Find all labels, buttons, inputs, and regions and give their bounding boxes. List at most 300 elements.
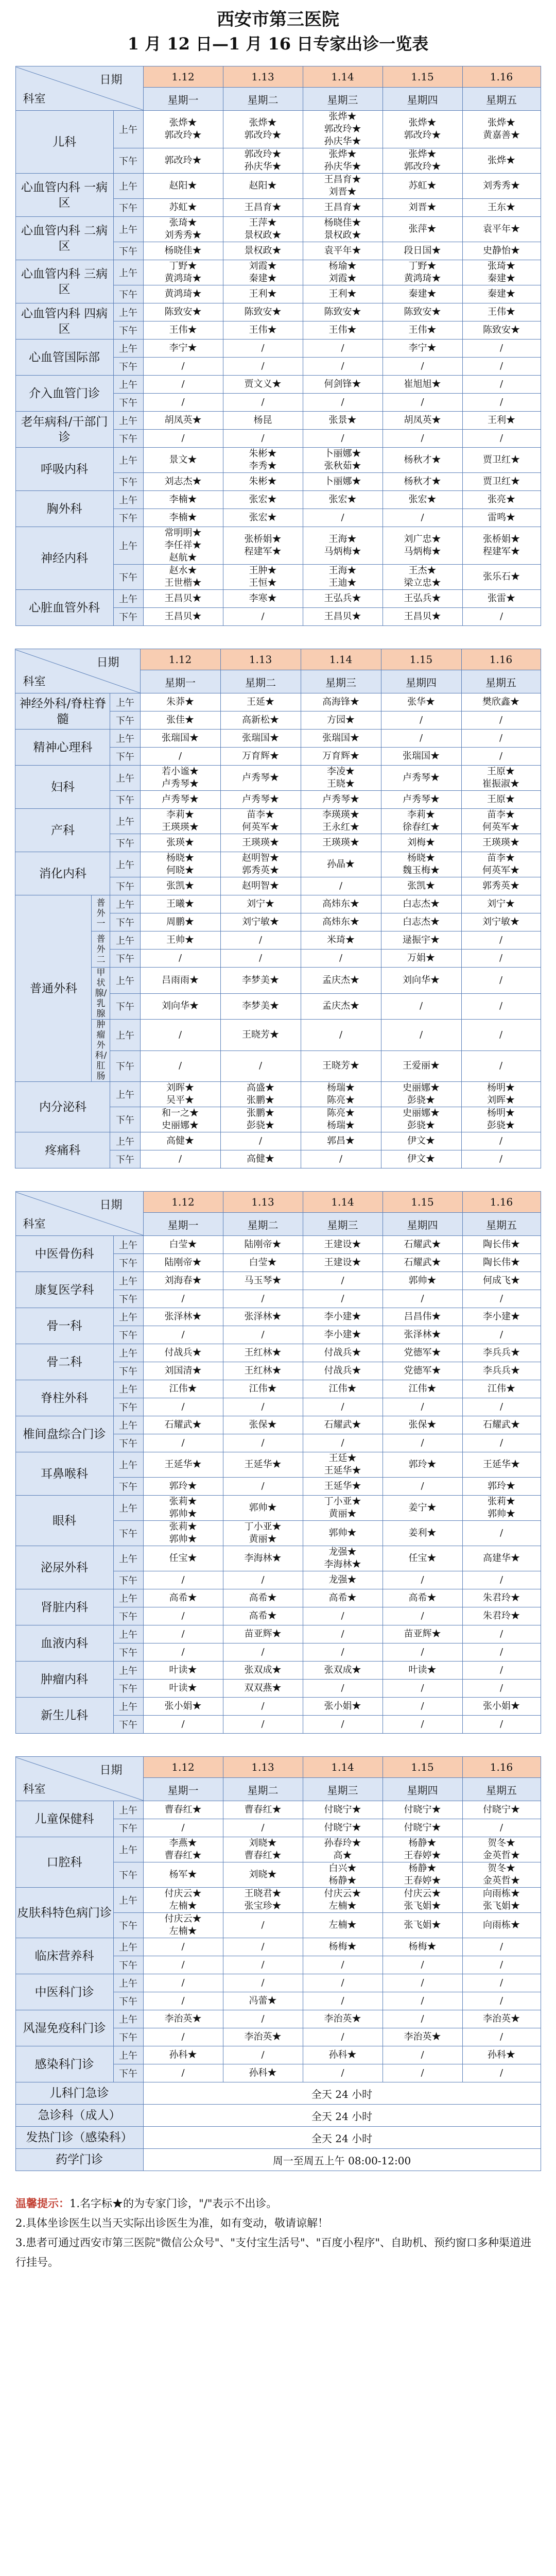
doctor-cell: 刘霞★ 秦建★ [223, 260, 303, 285]
session-label: 上午 [113, 340, 143, 358]
session-label: 下午 [110, 950, 140, 968]
session-label: 下午 [113, 2064, 143, 2082]
doctor-cell: 叶读★ [383, 1662, 462, 1680]
session-label: 上午 [110, 1082, 140, 1107]
doctor-cell: 陶长伟★ [462, 1254, 541, 1272]
dept-name: 口腔科 [15, 1837, 113, 1888]
session-label: 上午 [110, 693, 140, 711]
doctor-cell: 杨明★ 刘晖★ [461, 1082, 541, 1107]
doctor-cell: / [381, 1020, 461, 1051]
date-header: 1.13 [223, 66, 303, 88]
doctor-cell: 郭帅★ [383, 1272, 462, 1290]
date-header: 1.13 [223, 1192, 303, 1213]
doctor-cell: 付晓宁★ [383, 1819, 462, 1837]
doctor-cell: / [223, 2010, 303, 2028]
session-label: 上午 [110, 730, 140, 748]
session-label: 上午 [113, 1938, 143, 1956]
doctor-cell: 李梦美★ [220, 968, 301, 994]
doctor-cell: / [383, 1478, 462, 1496]
doctor-cell: / [143, 1716, 223, 1734]
table-row [15, 2082, 541, 2105]
doctor-cell: 张琦★ 刘秀秀★ [143, 217, 223, 242]
doctor-cell: 卢秀琴★ [301, 791, 381, 809]
date-header: 1.13 [220, 649, 301, 670]
doctor-cell: / [383, 1434, 462, 1452]
doctor-cell: 王延★ [220, 693, 301, 711]
doctor-cell: / [303, 1434, 383, 1452]
dept-name: 神经外科/脊柱脊髓 [15, 693, 110, 730]
session-label: 下午 [113, 1254, 143, 1272]
doctor-cell: 龙强★ 李海林★ [303, 1546, 383, 1571]
dept-name: 药学门诊 [15, 2149, 143, 2171]
session-label: 下午 [113, 1326, 143, 1344]
doctor-cell: / [223, 1938, 303, 1956]
doctor-cell: 胡凤英★ [383, 412, 462, 430]
doctor-cell: / [303, 1643, 383, 1662]
session-label: 上午 [113, 1236, 143, 1254]
dept-name: 消化内科 [15, 852, 110, 895]
header-corner [15, 66, 143, 111]
doctor-cell: / [143, 1434, 223, 1452]
doctor-cell: 张瑞国★ [140, 730, 220, 748]
date-axis-label: 日期 [99, 1764, 123, 1777]
table-row [15, 730, 541, 748]
doctor-cell: 王晓芳★ [301, 1050, 381, 1082]
weekday-header: 星期二 [223, 1778, 303, 1801]
session-label: 上午 [113, 1308, 143, 1326]
doctor-cell: 张烨★ 郭改玲★ 孙庆华★ [303, 111, 383, 148]
dept-name: 心血管内科 三病区 [15, 260, 113, 303]
schedule-table [15, 649, 541, 1168]
doctor-cell: 卜丽娜★ [303, 473, 383, 491]
session-label: 下午 [113, 608, 143, 626]
doctor-cell: 孙春玲★ 高★ [303, 1837, 383, 1862]
doctor-cell: 冯蕾★ [223, 1992, 303, 2010]
dept-axis-label: 科室 [23, 675, 46, 688]
doctor-cell: 高盛★ 张鹏★ [220, 1082, 301, 1107]
weekday-header: 星期一 [143, 1213, 223, 1236]
date-axis-label: 日期 [96, 656, 119, 669]
doctor-cell: 景权政★ [223, 242, 303, 260]
doctor-cell: 王海★ 马炳梅★ [303, 527, 383, 565]
doctor-cell: / [462, 1625, 541, 1643]
header-corner [15, 1192, 143, 1236]
doctor-cell: / [143, 1290, 223, 1308]
session-label: 下午 [113, 1362, 143, 1380]
doctor-cell: / [220, 1050, 301, 1082]
table-row [15, 1698, 541, 1716]
doctor-cell: / [143, 1992, 223, 2010]
dept-name: 椎间盘综合门诊 [15, 1416, 113, 1452]
doctor-cell: 王伟★ [143, 321, 223, 340]
doctor-cell: 丁小亚★ 黄丽★ [303, 1496, 383, 1521]
doctor-cell: 李燕★ 曹春红★ [143, 1837, 223, 1862]
doctor-cell: 王肿★ 王恒★ [223, 565, 303, 590]
hours-cell: 全天 24 小时 [143, 2082, 541, 2105]
session-label: 上午 [113, 1801, 143, 1819]
date-header: 1.16 [462, 1757, 541, 1778]
session-label: 上午 [113, 174, 143, 199]
session-label: 下午 [113, 509, 143, 527]
doctor-cell: / [462, 430, 541, 448]
doctor-cell: 杨晓佳★ [143, 242, 223, 260]
doctor-cell: / [462, 1992, 541, 2010]
doctor-cell: 李梦美★ [220, 993, 301, 1020]
doctor-cell: / [223, 394, 303, 412]
doctor-cell: 何成飞★ [462, 1272, 541, 1290]
doctor-cell: 杨秋才★ [383, 473, 462, 491]
doctor-cell: 朱彬★ [223, 473, 303, 491]
doctor-cell: 张瑞国★ [220, 730, 301, 748]
sub-dept-name: 肿瘤外科/肛肠 [92, 1020, 110, 1082]
doctor-cell: 高新松★ [220, 711, 301, 730]
doctor-cell: 张瑞国★ [301, 730, 381, 748]
doctor-cell: / [383, 358, 462, 376]
weekday-header: 星期五 [462, 88, 541, 111]
doctor-cell: / [303, 1680, 383, 1698]
table-row [15, 2127, 541, 2149]
session-label: 上午 [110, 931, 140, 950]
session-label: 上午 [113, 376, 143, 394]
dept-name: 妇科 [15, 766, 110, 809]
doctor-cell: 张琦★ 秦建★ [462, 260, 541, 285]
doctor-cell: 高健★ [140, 1132, 220, 1150]
doctor-cell: 黄鸿琦★ [143, 285, 223, 303]
session-label: 上午 [113, 1625, 143, 1643]
dept-name: 心血管内科 二病区 [15, 217, 113, 260]
doctor-cell: 和一之★ 史丽娜★ [140, 1107, 220, 1132]
table-row [15, 2149, 541, 2171]
doctor-cell: / [381, 711, 461, 730]
doctor-cell: 付庆云★ 左楠★ [303, 1888, 383, 1913]
dept-name: 产科 [15, 809, 110, 852]
doctor-cell: 石耀武★ [383, 1236, 462, 1254]
doctor-cell: 王伟★ [223, 321, 303, 340]
doctor-cell: 李治英★ [303, 2010, 383, 2028]
doctor-cell: 张莉★ 郭帅★ [143, 1496, 223, 1521]
date-header: 1.15 [381, 649, 461, 670]
doctor-cell: 张雷★ [462, 590, 541, 608]
doctor-cell: 杨晓佳★ 景权政★ [303, 217, 383, 242]
session-label: 下午 [113, 1290, 143, 1308]
session-label: 上午 [113, 1272, 143, 1290]
date-header: 1.12 [143, 1192, 223, 1213]
doctor-cell: 张泽林★ [223, 1308, 303, 1326]
doctor-cell: 张景★ [303, 412, 383, 430]
doctor-cell: 秦建★ [383, 285, 462, 303]
table-row [15, 1662, 541, 1680]
table-row [15, 174, 541, 199]
doctor-cell: 王原★ 崔振淑★ [461, 766, 541, 791]
doctor-cell: 刘秀秀★ [462, 174, 541, 199]
doctor-cell: / [461, 711, 541, 730]
date-header: 1.14 [303, 1192, 383, 1213]
session-label: 下午 [113, 242, 143, 260]
doctor-cell: 孟庆杰★ [301, 968, 381, 994]
date-header: 1.14 [301, 649, 381, 670]
doctor-cell: 张佳★ [140, 711, 220, 730]
doctor-cell: / [143, 1398, 223, 1416]
doctor-cell: 向雨栋★ 张飞娟★ [462, 1888, 541, 1913]
table-row [15, 1082, 541, 1107]
session-label: 下午 [113, 1607, 143, 1625]
session-label: 下午 [113, 358, 143, 376]
weekday-header: 星期五 [462, 1213, 541, 1236]
doctor-cell: 崔旭旭★ [383, 376, 462, 394]
doctor-cell: / [303, 509, 383, 527]
weekday-header: 星期一 [143, 1778, 223, 1801]
doctor-cell: 任宝★ [383, 1546, 462, 1571]
doctor-cell: 刘梅★ [381, 834, 461, 852]
doctor-cell: / [223, 1326, 303, 1344]
table-row [15, 1272, 541, 1290]
doctor-cell: / [223, 1643, 303, 1662]
doctor-cell: 石耀武★ [462, 1416, 541, 1434]
doctor-cell: 付晓宁★ [303, 1819, 383, 1837]
doctor-cell: / [143, 1643, 223, 1662]
doctor-cell: / [462, 1974, 541, 1992]
doctor-cell: 郭玲★ [462, 1478, 541, 1496]
doctor-cell: / [223, 1956, 303, 1974]
doctor-cell: / [223, 1913, 303, 1938]
doctor-cell: 张烨★ 郭改玲★ [143, 111, 223, 148]
doctor-cell: 付晓宁★ [383, 1801, 462, 1819]
doctor-cell: 王延华★ [462, 1452, 541, 1478]
doctor-cell: / [383, 1398, 462, 1416]
doctor-cell: / [462, 1571, 541, 1589]
notes [15, 2194, 541, 2272]
session-label: 上午 [113, 2010, 143, 2028]
session-label: 上午 [110, 766, 140, 791]
doctor-cell: 张烨★ 黄嘉善★ [462, 111, 541, 148]
dept-name: 儿童保健科 [15, 1801, 113, 1837]
date-axis-label: 日期 [99, 1198, 123, 1212]
doctor-cell: / [143, 1571, 223, 1589]
doctor-cell: 王弘兵★ [383, 590, 462, 608]
doctor-cell: / [140, 748, 220, 766]
doctor-cell: 白志杰★ [381, 895, 461, 913]
doctor-cell: / [223, 1571, 303, 1589]
doctor-cell: 吕昌伟★ [383, 1308, 462, 1326]
doctor-cell: 姜利★ [383, 1521, 462, 1546]
dept-name: 呼吸内科 [15, 448, 113, 491]
doctor-cell: 张双成★ [223, 1662, 303, 1680]
doctor-cell: / [303, 1607, 383, 1625]
doctor-cell: / [383, 1956, 462, 1974]
doctor-cell: 刘向华★ [140, 993, 220, 1020]
doctor-cell: 王伟★ [383, 321, 462, 340]
doctor-cell: 付庆云★ 张飞娟★ [383, 1888, 462, 1913]
doctor-cell: 刘宁敏★ [461, 913, 541, 931]
doctor-cell: 方园★ [301, 711, 381, 730]
session-label: 下午 [113, 148, 143, 174]
session-label: 上午 [113, 1662, 143, 1680]
dept-name: 骨二科 [15, 1344, 113, 1380]
table-row [15, 1546, 541, 1571]
doctor-cell: 张保★ [223, 1416, 303, 1434]
doctor-cell: 苗李★ 何英军★ [461, 852, 541, 877]
session-label: 下午 [113, 1862, 143, 1888]
doctor-cell: 刘广忠★ 马炳梅★ [383, 527, 462, 565]
doctor-cell: 白莹★ [223, 1254, 303, 1272]
doctor-cell: / [462, 1434, 541, 1452]
doctor-cell: 李莉★ 徐春红★ [381, 809, 461, 834]
session-label: 上午 [113, 1496, 143, 1521]
weekday-header: 星期四 [383, 88, 462, 111]
doctor-cell: 王东★ [462, 199, 541, 217]
doctor-cell: 陈致安★ [303, 303, 383, 321]
session-label: 下午 [110, 1150, 140, 1168]
doctor-cell: 王昌育★ [303, 199, 383, 217]
session-label: 下午 [113, 321, 143, 340]
session-label: 下午 [113, 2028, 143, 2046]
doctor-cell: 王弘兵★ [303, 590, 383, 608]
doctor-cell: 郭玲★ [383, 1452, 462, 1478]
doctor-cell: 刘宁敏★ [220, 913, 301, 931]
doctor-cell: 杨瑜★ 刘霞★ [303, 260, 383, 285]
doctor-cell: / [223, 1478, 303, 1496]
session-label: 下午 [110, 877, 140, 895]
doctor-cell: 杨昆 [223, 412, 303, 430]
session-label: 上午 [113, 1589, 143, 1607]
doctor-cell: 叶读★ [143, 1662, 223, 1680]
session-label: 下午 [113, 1521, 143, 1546]
sub-dept-name: 普外二 [92, 931, 110, 968]
doctor-cell: 江伟★ [303, 1380, 383, 1398]
doctor-cell: / [143, 430, 223, 448]
table-row [15, 1496, 541, 1521]
doctor-cell: 王伟★ [303, 321, 383, 340]
doctor-cell: 马玉琴★ [223, 1272, 303, 1290]
session-label: 下午 [113, 1680, 143, 1698]
doctor-cell: 杨梅★ [303, 1938, 383, 1956]
doctor-cell: / [383, 1571, 462, 1589]
table-row [15, 1380, 541, 1398]
table-row [15, 303, 541, 321]
doctor-cell: 王昌贝★ [303, 608, 383, 626]
doctor-cell: / [462, 1680, 541, 1698]
doctor-cell: 卢秀琴★ [220, 766, 301, 791]
doctor-cell: 刘国清★ [143, 1362, 223, 1380]
doctor-cell: 刘晓★ [223, 1862, 303, 1888]
doctor-cell: 王红林★ [223, 1362, 303, 1380]
dept-name: 康复医学科 [15, 1272, 113, 1308]
doctor-cell: 白莹★ [143, 1236, 223, 1254]
doctor-cell: 高希★ [223, 1607, 303, 1625]
session-label: 下午 [113, 1478, 143, 1496]
doctor-cell: / [220, 1132, 301, 1150]
doctor-cell: 景文★ [143, 448, 223, 473]
doctor-cell: 赵阳★ [223, 174, 303, 199]
doctor-cell: / [462, 358, 541, 376]
doctor-cell: 李宁★ [143, 340, 223, 358]
table-row [15, 448, 541, 473]
doctor-cell: 江伟★ [462, 1380, 541, 1398]
doctor-cell: 孙科★ [462, 2046, 541, 2064]
doctor-cell: / [461, 931, 541, 950]
doctor-cell: 张凯★ [140, 877, 220, 895]
table-row [15, 590, 541, 608]
doctor-cell: / [301, 1150, 381, 1168]
doctor-cell: / [301, 1020, 381, 1051]
session-label: 下午 [110, 913, 140, 931]
doctor-cell: 王昌育★ [223, 199, 303, 217]
doctor-cell: 王昌贝★ [143, 608, 223, 626]
doctor-cell: / [383, 2010, 462, 2028]
doctor-cell: 刘晓★ 曹春红★ [223, 1837, 303, 1862]
doctor-cell: / [303, 394, 383, 412]
doctor-cell: 李兵兵★ [462, 1344, 541, 1362]
table-row [15, 217, 541, 242]
dept-name: 神经内科 [15, 527, 113, 590]
doctor-cell: 付庆云★ 左楠★ [143, 1888, 223, 1913]
doctor-cell: 卢秀琴★ [381, 766, 461, 791]
doctor-cell: 刘向华★ [381, 968, 461, 994]
doctor-cell: / [143, 2028, 223, 2046]
session-label: 上午 [113, 111, 143, 148]
doctor-cell: 江伟★ [143, 1380, 223, 1398]
doctor-cell: 刘晋★ [383, 199, 462, 217]
doctor-cell: 若小谧★ 卢秀琴★ [140, 766, 220, 791]
doctor-cell: / [301, 877, 381, 895]
doctor-cell: 曹春红★ [143, 1801, 223, 1819]
date-header: 1.16 [461, 649, 541, 670]
date-header: 1.16 [462, 1192, 541, 1213]
doctor-cell: 高健★ [220, 1150, 301, 1168]
table-row [15, 1888, 541, 1913]
doctor-cell: 王爱丽★ [381, 1050, 461, 1082]
doctor-cell: 王延华★ [143, 1452, 223, 1478]
doctor-cell: / [383, 394, 462, 412]
weekday-header: 星期三 [303, 88, 383, 111]
doctor-cell: / [140, 1020, 220, 1051]
doctor-cell: 王晓君★ 张宝珍★ [223, 1888, 303, 1913]
doctor-cell: 王瑛瑛★ [301, 834, 381, 852]
session-label: 上午 [110, 1132, 140, 1150]
doctor-cell: / [303, 430, 383, 448]
doctor-cell: / [381, 730, 461, 748]
dept-name: 老年病科/干部门诊 [15, 412, 113, 448]
doctor-cell: 李瑛瑛★ 王永红★ [301, 809, 381, 834]
doctor-cell: 王瑛瑛★ [220, 834, 301, 852]
doctor-cell: / [223, 1434, 303, 1452]
doctor-cell: 卢秀琴★ [220, 791, 301, 809]
doctor-cell: 王萍★ 景权政★ [223, 217, 303, 242]
doctor-cell: 李楠★ [143, 491, 223, 509]
doctor-cell: 张莉★ 郭帅★ [143, 1521, 223, 1546]
doctor-cell: 王昌贝★ [143, 590, 223, 608]
doctor-cell: 高希★ [303, 1589, 383, 1607]
doctor-cell: 苏虹★ [143, 199, 223, 217]
doctor-cell: 张桥娟★ 程建军★ [223, 527, 303, 565]
doctor-cell: 赵阳★ [143, 174, 223, 199]
doctor-cell: / [461, 730, 541, 748]
doctor-cell: 杨瑞★ 陈亮★ [301, 1082, 381, 1107]
doctor-cell: 张华★ [381, 693, 461, 711]
doctor-cell: 张乐石★ [462, 565, 541, 590]
doctor-cell: 刘宁★ [461, 895, 541, 913]
weekday-header: 星期一 [140, 670, 220, 693]
doctor-cell: / [461, 1020, 541, 1051]
table-row [15, 1837, 541, 1862]
doctor-cell: 杨静★ 王春婷★ [383, 1837, 462, 1862]
doctor-cell: 张飞娟★ [383, 1913, 462, 1938]
dept-name: 儿科 [15, 111, 113, 174]
weekday-header: 星期四 [381, 670, 461, 693]
session-label: 下午 [113, 394, 143, 412]
doctor-cell: / [383, 1680, 462, 1698]
doctor-cell: 付晓宁★ [303, 1801, 383, 1819]
